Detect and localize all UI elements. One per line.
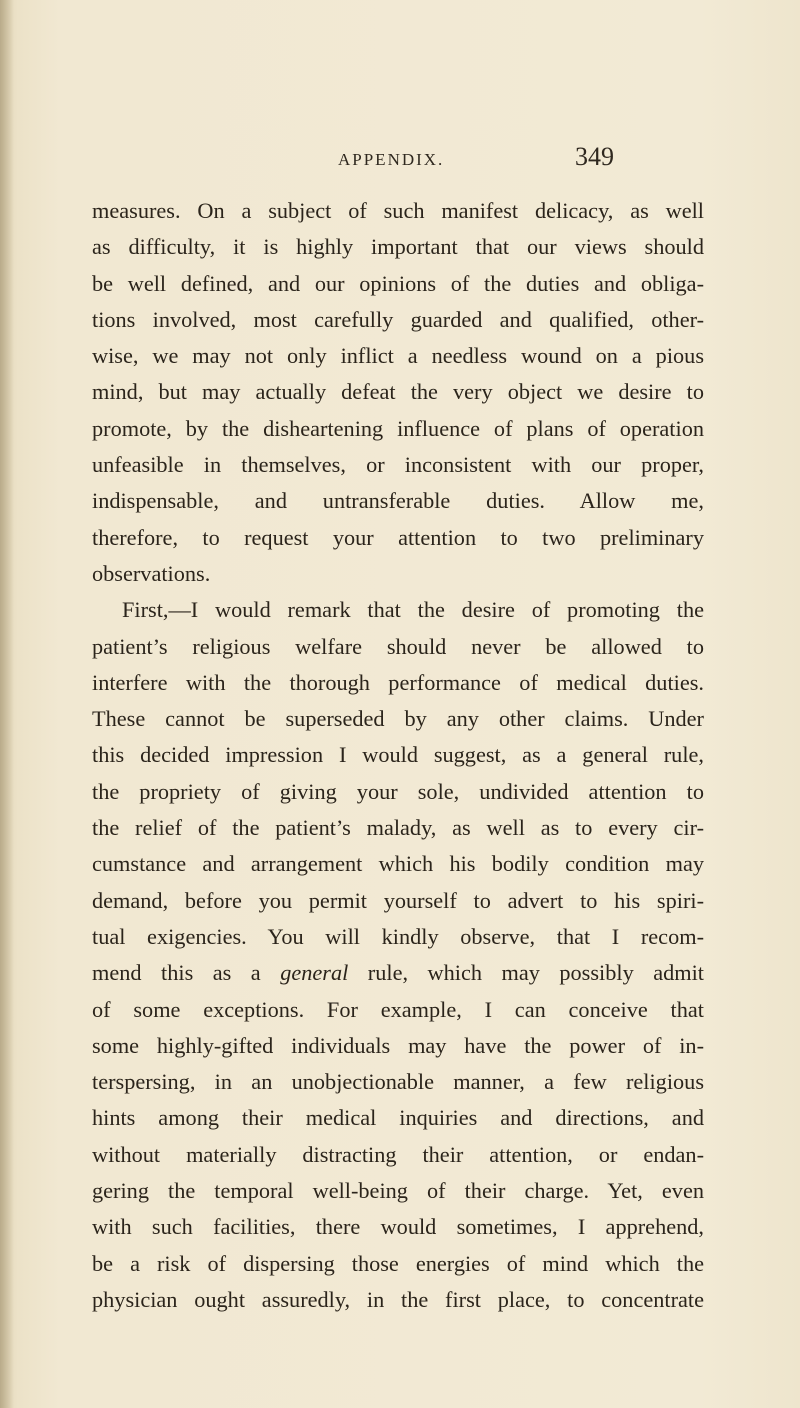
text-line: without materially distracting their attention, or endan- [92,1141,704,1167]
text-line: wise, we may not only inflict a needless wound on a pious [92,343,704,369]
text-line: tual exigencies. You will kindly observe, that I recom- [92,923,704,949]
text-line-paragraph-start: First,—I would remark that the desire of promoting the [122,597,704,623]
text-line: These cannot be superseded by any other claims. Under [92,706,704,732]
text-line: be well defined, and our opinions of the duties and obliga- [92,270,704,296]
page-number: 349 [575,142,614,171]
text-line: unfeasible in themselves, or inconsistent with our proper, [92,452,704,478]
text-line: interfere with the thorough performance of medical duties. [92,669,704,695]
text-line: observations. [92,560,211,586]
text-line: therefore, to request your attention to two preliminary [92,524,704,550]
text-line: gering the temporal well-being of their charge. Yet, even [92,1178,704,1204]
text-line: patient’s religious welfare should never be allowed to [92,633,704,659]
text-line: the propriety of giving your sole, undivided attention to [92,778,704,804]
running-head [0,142,800,182]
text-line: physician ought assuredly, in the first place, to concentrate [92,1286,704,1312]
text-line: as difficulty, it is highly important that our views should [92,234,704,260]
text-line-with-emphasis [92,955,704,991]
binding-shadow [0,0,14,1408]
text-line: mind, but may actually defeat the very object we desire to [92,379,704,405]
body-text [92,193,704,1318]
text-line: some highly-gifted individuals may have the power of in- [92,1032,704,1058]
text-run: rule, which may possibly admit [348,960,704,986]
text-line: this decided impression I would suggest, as a general rule, [92,742,704,768]
running-head-title: APPENDIX. [338,150,445,169]
text-line: measures. On a subject of such manifest delicacy, as well [92,198,704,223]
text-run: mend this as a [92,960,281,986]
text-line: be a risk of dispersing those energies of mind which the [92,1250,704,1276]
text-line: indispensable, and untransferable duties. Allow me, [92,488,704,514]
text-line: cumstance and arrangement which his bodily condition may [92,851,704,877]
text-line: terspersing, in an unobjectionable manner, a few religious [92,1069,704,1095]
text-line: with such facilities, there would sometimes, I apprehend, [92,1214,704,1240]
text-line: hints among their medical inquiries and directions, and [92,1105,704,1131]
text-line: demand, before you permit yourself to advert to his spiri- [92,887,704,913]
text-line: promote, by the disheartening influence of plans of operation [92,415,704,441]
text-line: of some exceptions. For example, I can conceive that [92,996,704,1022]
text-line: the relief of the patient’s malady, as well as to every cir- [92,815,704,841]
text-line: tions involved, most carefully guarded and qualified, other- [92,306,704,332]
emphasis-text: general [280,960,349,986]
